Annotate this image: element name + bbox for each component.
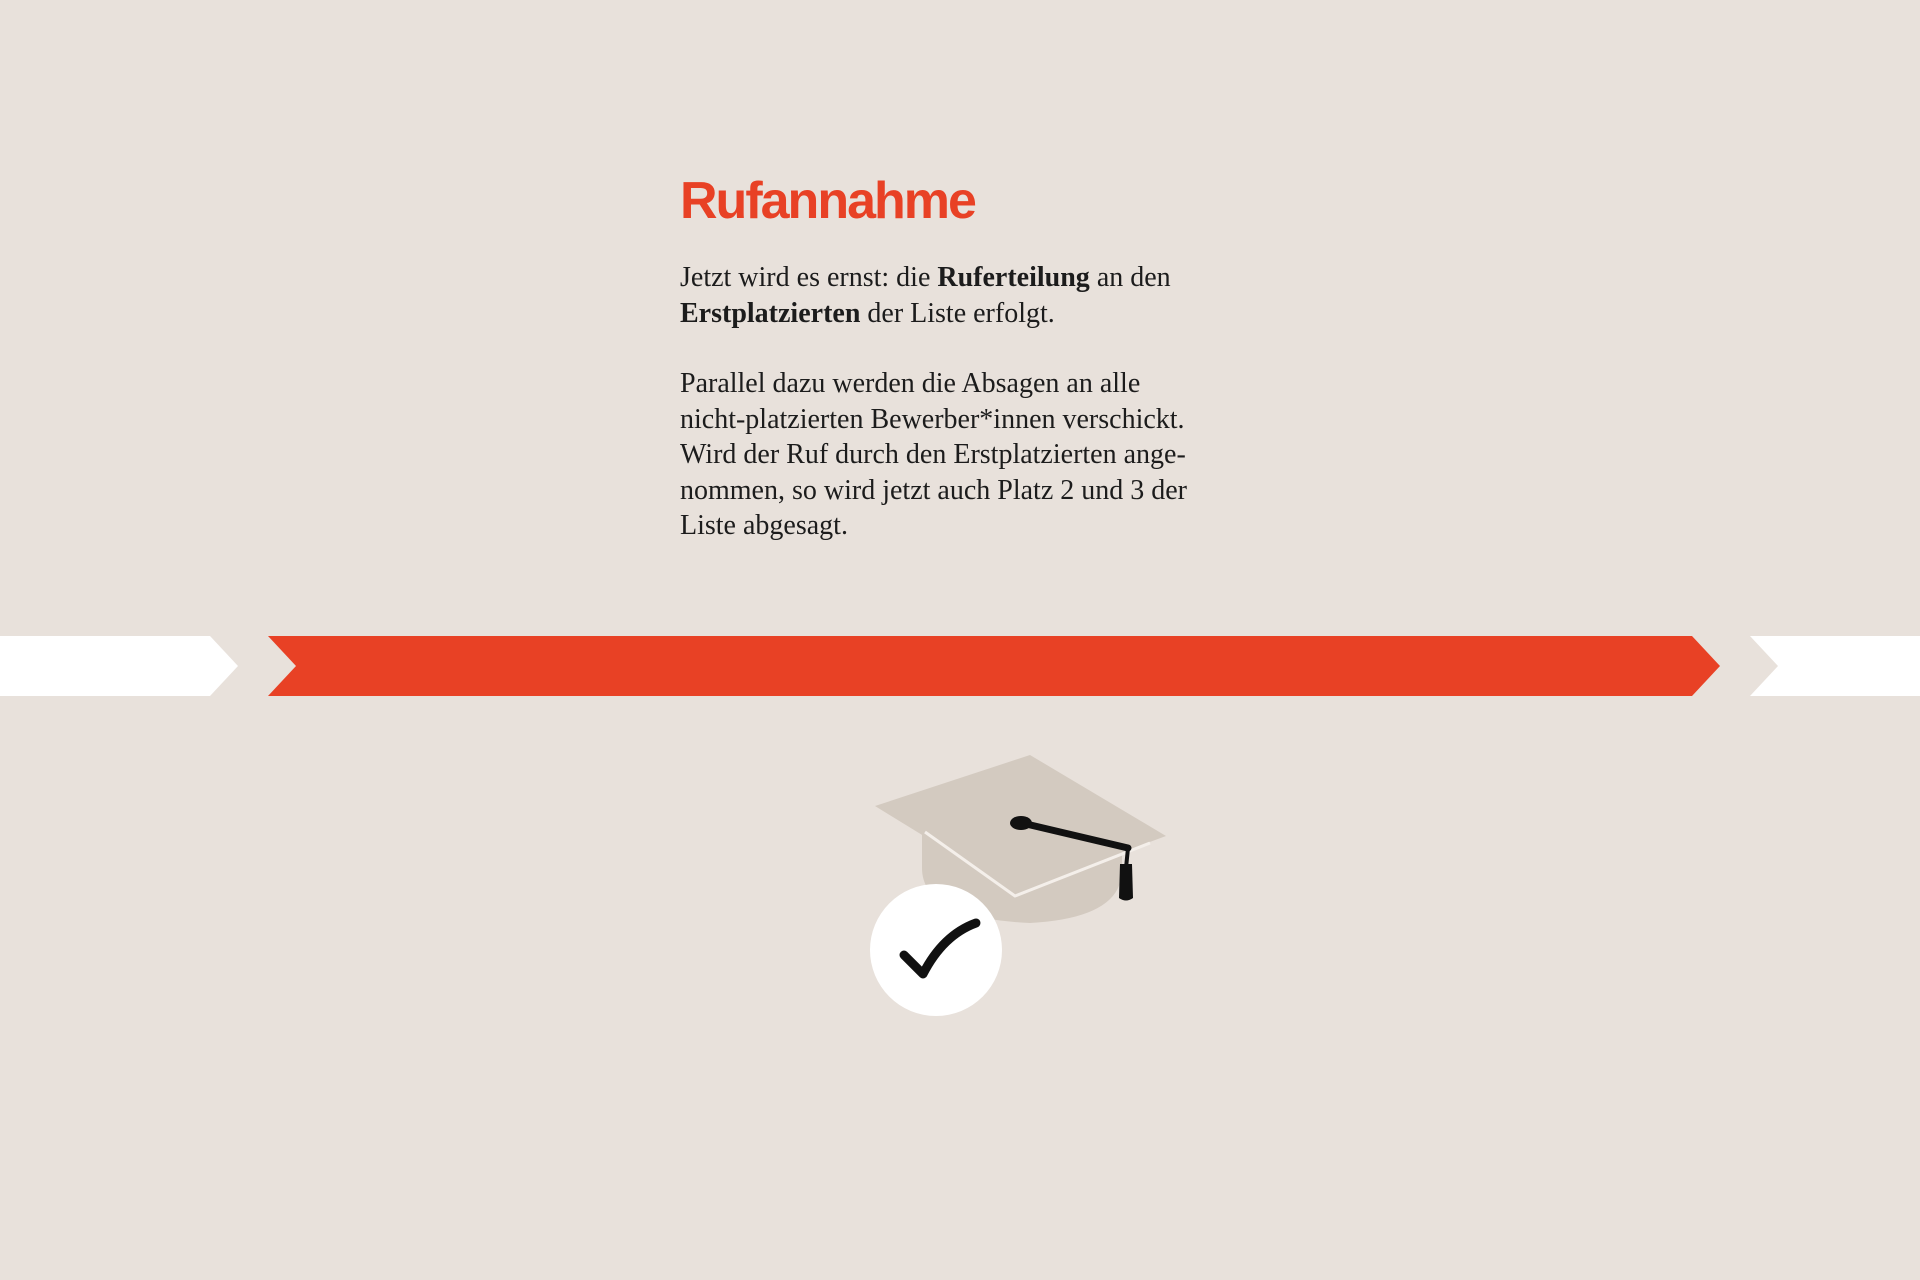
acceptance-illustration [860, 750, 1180, 1020]
detail-line-4: nommen, so wird jetzt auch Platz 2 und 3 der [680, 474, 1187, 506]
intro-text-3: der Liste erfolgt. [860, 297, 1055, 329]
detail-line-3: Wird der Ruf durch den Erstplatzierten ange- [680, 439, 1186, 471]
step-intro-paragraph [680, 260, 1300, 331]
detail-line-2: nicht-platzierten Bewerber*innen verschickt. [680, 403, 1185, 435]
step-title: Rufannahme [680, 172, 975, 230]
detail-line-1: Parallel dazu werden die Absagen an alle [680, 368, 1141, 400]
step-content [680, 170, 1300, 544]
step-detail-paragraph [680, 366, 1300, 544]
intro-bold-erstplatzierten: Erstplatzierten [680, 297, 861, 329]
intro-bold-ruferteilung: Ruferteilung [937, 262, 1090, 294]
timeline-next-step [1750, 636, 1920, 696]
timeline-current-step [268, 636, 1720, 696]
intro-text-1: Jetzt wird es ernst: die [680, 262, 938, 294]
process-timeline [0, 634, 1920, 698]
intro-text-2: an den [1089, 262, 1171, 294]
checkmark-badge [870, 884, 1002, 1016]
timeline-previous-step [0, 636, 238, 696]
detail-line-5: Liste abgesagt. [680, 510, 848, 542]
